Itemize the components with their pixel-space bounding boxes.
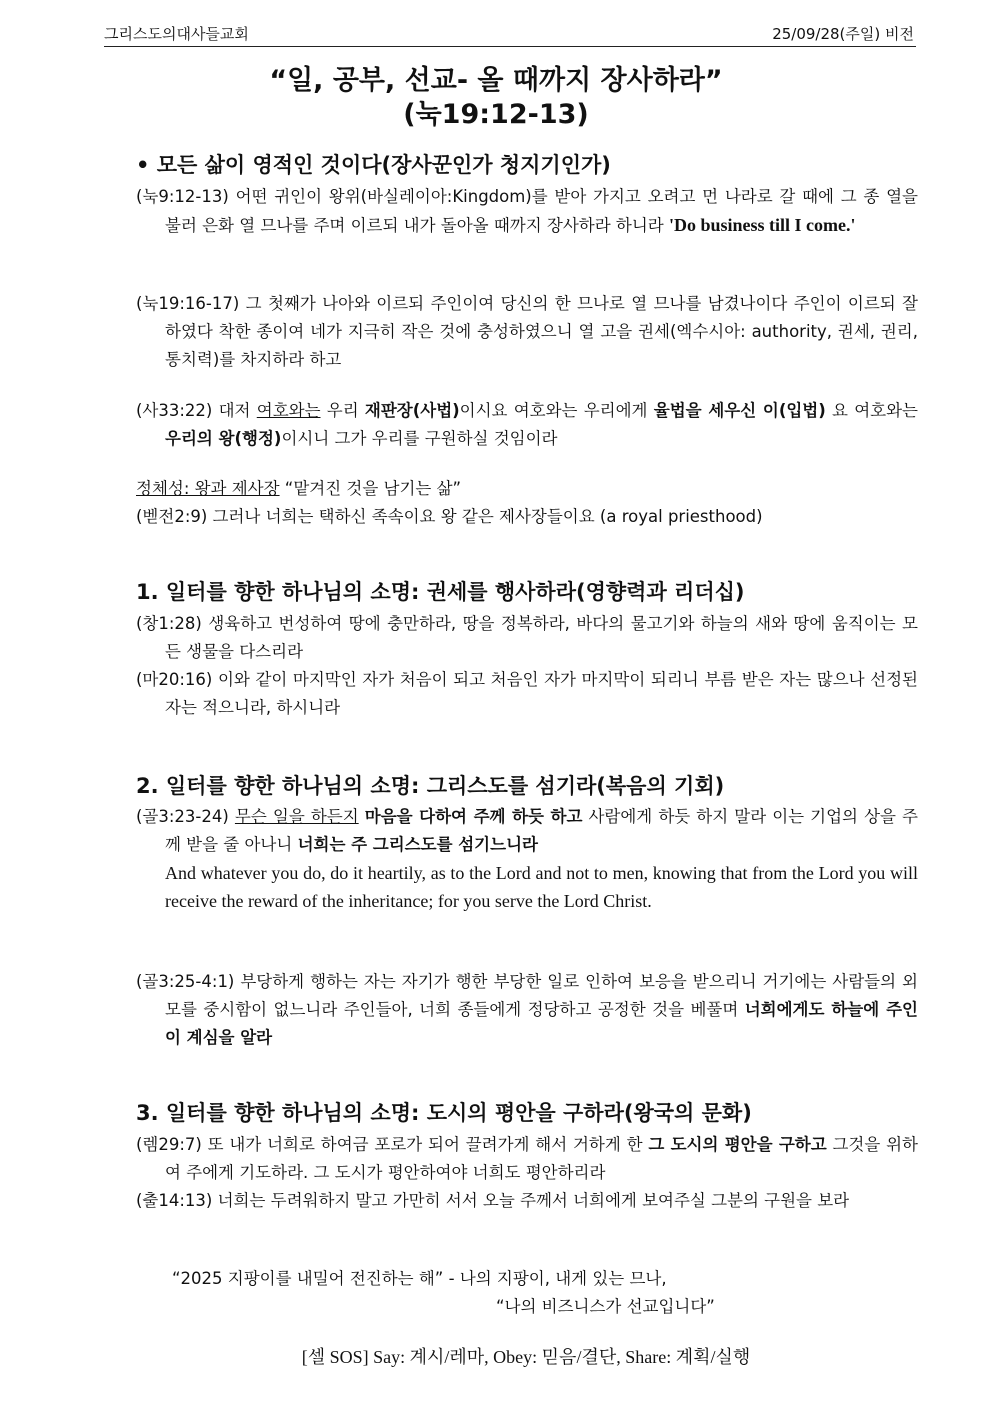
section2-verse-col3: (골3:23-24) 무슨 일을 하든지 마음을 다하여 주께 하듯 하고 사람에게 하듯 하지 말라 이는 기업의 상을 주께 받을 줄 아나니 너희는 주 그리스도를 섬기느니라 And whatever you do, do it heartily, as to the Lord and not to men, knowing that from the Lord you will receive the reward of the inheritance; for you serve the Lord Christ. xyxy=(136,803,918,915)
footer-sos: [셀 SOS] Say: 계시/레마, Obey: 믿음/결단, Share: 계획/실행 xyxy=(301,1347,751,1367)
intro-heading: • 모든 삶이 영적인 것이다(장사꾼인가 청지기인가) xyxy=(136,153,611,177)
identity-line: 정체성: 왕과 제사장 “맡겨진 것을 남기는 삶” xyxy=(136,479,462,498)
sermon-scripture: (눅19:12-13) xyxy=(403,99,589,130)
section3-verses: (렘29:7) 또 내가 너희로 하여금 포로가 되어 끌려가게 해서 거하게 한 그 도시의 평안을 구하고 그것을 위하여 주에게 기도하라. 그 도시가 평안하여야 너희도 평안하리라 (출14:13) 너희는 두려워하지 말고 가만히 서서 오늘 주께서 너희에게 보여주실 그분의 구원을 보라 xyxy=(136,1135,918,1210)
section1-verses: (창1:28) 생육하고 번성하여 땅에 충만하라, 땅을 정복하라, 바다의 물고기와 하늘의 새와 땅에 움직이는 모든 생물을 다스리라 (마20:16) 이와 같이 마지막인 자가 처음이 되고 처음인 자가 마지막이 되리니 부름 받은 자는 많으나 선정된 자는 적으니라, 하시니라 xyxy=(136,614,918,717)
sermon-title: “일, 공부, 선교- 올 때까지 장사하라” xyxy=(269,65,723,96)
english-quote: 'Do business till I come.' xyxy=(669,215,856,235)
section2-verse-col3-25: (골3:25-4:1) 부당하게 행하는 자는 자기가 행한 부당한 일로 인하여 보응을 받으리니 거기에는 사람들의 외모를 중시함이 없느니라 주인들아, 너희 종들에게 정당하고 공정한 것을 베풀며 너희에게도 하늘에 주인이 계심을 알라 xyxy=(136,972,918,1047)
header-date: 25/09/28(주일) 비전 xyxy=(772,25,914,43)
intro-verse-luke9: (눅9:12-13) 어떤 귀인이 왕위(바실레이아:Kingdom)를 받아 가지고 오려고 먼 나라로 갈 때에 그 종 열을 불러 은화 열 므나를 주며 이르되 내가 돌아올 때까지 장사하라 하니라 'Do business till I come.' xyxy=(136,187,918,235)
intro-verse-1peter: (벧전2:9) 그러나 너희는 택하신 족속이요 왕 같은 제사장들이요 (a royal priesthood) xyxy=(136,507,763,526)
closing-line1: “2025 지팡이를 내밀어 전진하는 해” - 나의 지팡이, 내게 있는 므나, xyxy=(172,1269,667,1288)
church-name: 그리스도의대사들교회 xyxy=(104,25,249,43)
section2-english: And whatever you do, do it heartily, as to the Lord and not to men, knowing that from the Lord you will receive the reward of the inheritance; for you serve the Lord Christ. xyxy=(165,863,918,911)
page-header xyxy=(104,22,916,47)
intro-verse-luke19: (눅19:16-17) 그 첫째가 나아와 이르되 주인이여 당신의 한 므나로 열 므나를 남겼나이다 주인이 이르되 잘하였다 착한 종이여 네가 지극히 작은 것에 충성하였으니 열 고을 권세(엑수시아: authority, 권세, 권리, 통치력)를 차지하라 하고 xyxy=(136,294,918,369)
section1-heading: 1. 일터를 향한 하나님의 소명: 권세를 행사하라(영향력과 리더십) xyxy=(136,580,745,604)
section3-heading: 3. 일터를 향한 하나님의 소명: 도시의 평안을 구하라(왕국의 문화) xyxy=(136,1101,752,1125)
intro-verse-isaiah: (사33:22) 대저 여호와는 우리 재판장(사법)이시요 여호와는 우리에게 율법을 세우신 이(입법) 요 여호와는 우리의 왕(행정)이시니 그가 우리를 구원하실 것임이라 xyxy=(136,401,918,448)
closing-line2: “나의 비즈니스가 선교입니다” xyxy=(496,1297,715,1316)
section2-heading: 2. 일터를 향한 하나님의 소명: 그리스도를 섬기라(복음의 기회) xyxy=(136,774,725,798)
